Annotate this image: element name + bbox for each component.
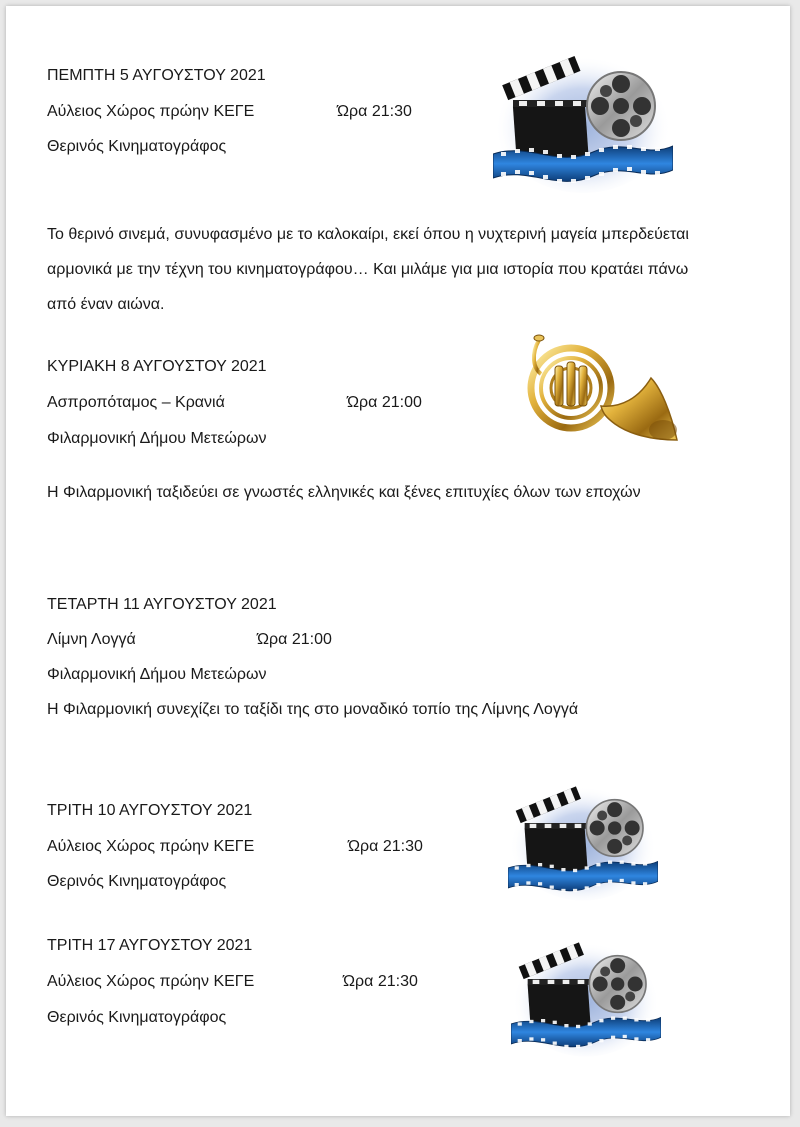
- event-4-venue: Αύλειος Χώρος πρώην ΚΕΓΕ: [47, 838, 255, 855]
- french-horn-icon: [511, 328, 681, 453]
- event-5-venue: Αύλειος Χώρος πρώην ΚΕΓΕ: [47, 973, 255, 990]
- event-2-date: ΚΥΡΙΑΚΗ 8 ΑΥΓΟΥΣΤΟΥ 2021: [47, 358, 267, 375]
- event-5-title: Θερινός Κινηματογράφος: [47, 1009, 227, 1026]
- event-4-title: Θερινός Κινηματογράφος: [47, 873, 227, 890]
- event-1-description-line-2: αρμονικά με την τέχνη του κινηματογράφου… Και μιλάμε για μια ιστορία που κρατάει πάνω: [47, 261, 689, 278]
- event-1-venue: Αύλειος Χώρος πρώην ΚΕΓΕ: [47, 103, 255, 120]
- event-1-description: [47, 217, 777, 322]
- event-4-time: Ώρα 21:30: [348, 838, 423, 855]
- event-3-venue: Λίμνη Λογγά: [47, 631, 136, 648]
- event-4-date: ΤΡΙΤΗ 10 ΑΥΓΟΥΣΤΟΥ 2021: [47, 802, 253, 819]
- film-clapper-reel-icon: [493, 46, 673, 196]
- event-5-date: ΤΡΙΤΗ 17 ΑΥΓΟΥΣΤΟΥ 2021: [47, 937, 253, 954]
- event-3-time: Ώρα 21:00: [257, 631, 332, 648]
- event-3-date: ΤΕΤΑΡΤΗ 11 ΑΥΓΟΥΣΤΟΥ 2021: [47, 596, 277, 613]
- event-1-date: ΠΕΜΠΤΗ 5 ΑΥΓΟΥΣΤΟΥ 2021: [47, 67, 266, 84]
- film-clapper-reel-icon: [511, 934, 661, 1059]
- event-1-time: Ώρα 21:30: [337, 103, 412, 120]
- event-2-time: Ώρα 21:00: [347, 394, 422, 411]
- event-1-title: Θερινός Κινηματογράφος: [47, 138, 227, 155]
- event-3-description: Η Φιλαρμονική συνεχίζει το ταξίδι της στο μοναδικό τοπίο της Λίμνης Λογγά: [47, 701, 579, 718]
- document-page: [6, 6, 790, 1116]
- event-3-title: Φιλαρμονική Δήμου Μετεώρων: [47, 666, 267, 683]
- event-1-description-line-1: Το θερινό σινεμά, συνυφασμένο με το καλοκαίρι, εκεί όπου η νυχτερινή μαγεία μπερδεύεται: [47, 226, 689, 243]
- event-2-title: Φιλαρμονική Δήμου Μετεώρων: [47, 430, 267, 447]
- event-5-time: Ώρα 21:30: [343, 973, 418, 990]
- film-clapper-reel-icon: [508, 778, 658, 903]
- event-1-description-line-3: από έναν αιώνα.: [47, 296, 165, 313]
- event-2-venue: Ασπροπόταμος – Κρανιά: [47, 394, 225, 411]
- event-2-description: Η Φιλαρμονική ταξιδεύει σε γνωστές ελληνικές και ξένες επιτυχίες όλων των εποχών: [47, 484, 641, 501]
